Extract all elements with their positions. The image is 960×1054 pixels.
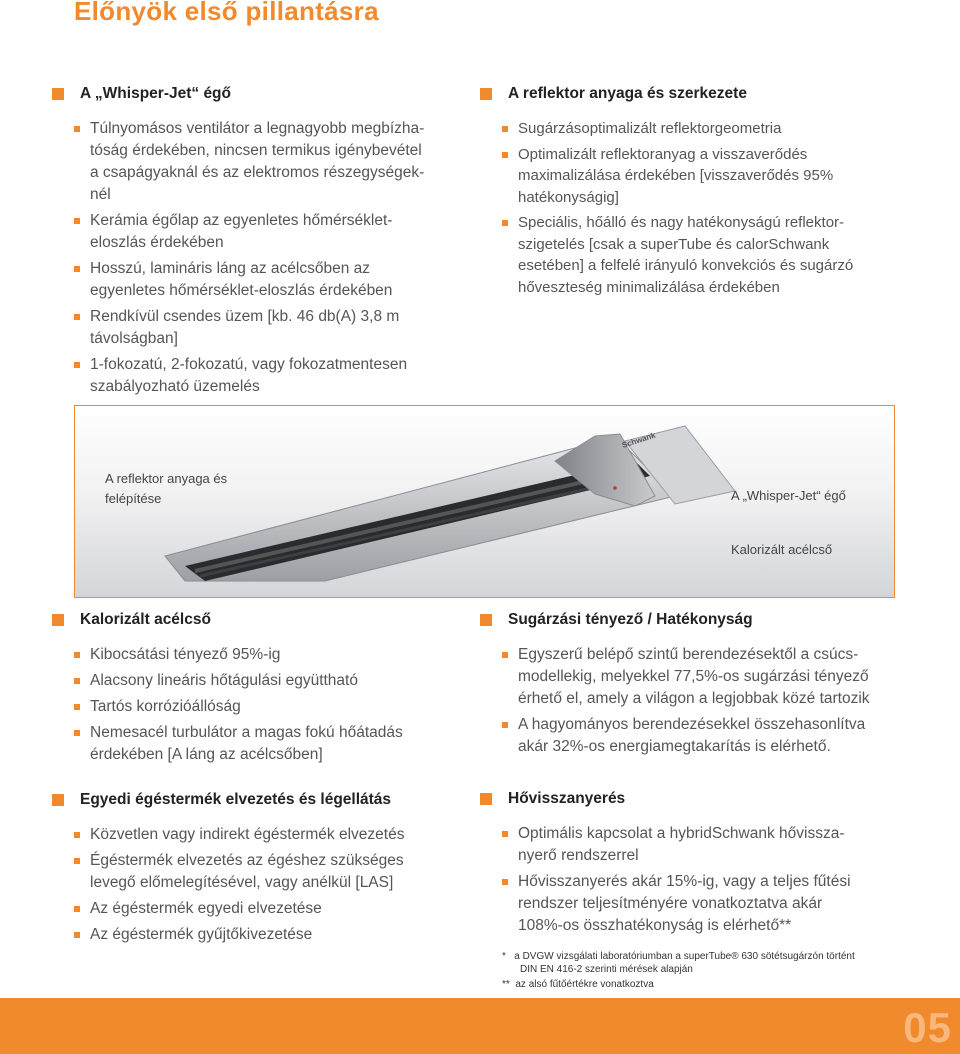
list-item-line: eloszlás érdekében [90, 234, 224, 251]
bullet-marker-icon [74, 652, 80, 658]
section-heading: Sugárzási tényező / Hatékonyság [480, 610, 920, 630]
square-bullet-icon [480, 793, 492, 805]
bullet-marker-icon [74, 314, 80, 320]
list-item-line: Égéstermék elvezetés az égéshez szükséges [90, 852, 404, 869]
section-sugarzasi [480, 610, 920, 762]
list-item-line: Kerámia égőlap az egyenletes hőmérséklet- [90, 212, 393, 229]
bullet-marker-icon [502, 220, 508, 226]
list-item [74, 722, 472, 766]
list-item [502, 144, 920, 209]
section-reflektor [480, 84, 920, 302]
list-item-line: 1-fokozatú, 2-fokozatú, vagy fokozatmentesen [90, 356, 408, 373]
section-hovisszanyeres [480, 789, 920, 941]
list-item [502, 644, 920, 710]
bullet-marker-icon [74, 730, 80, 736]
list-item-line: Hővisszanyerés akár 15%-ig, vagy a teljes fűtési [518, 873, 851, 890]
list-item-line: távolságban] [90, 330, 178, 347]
bullet-marker-icon [74, 266, 80, 272]
footnote-1-cont: DIN EN 416-2 szerinti mérések alapján [520, 964, 693, 975]
bullet-list [502, 118, 920, 298]
list-item [74, 850, 472, 894]
list-item-line: hatékonyságig] [518, 188, 619, 206]
bullet-marker-icon [74, 832, 80, 838]
list-item [74, 118, 472, 206]
list-item-line: 108%-os összhatékonyság is elérhető** [518, 917, 792, 934]
bullet-marker-icon [74, 218, 80, 224]
section-whisper-jet [52, 84, 472, 402]
list-item-line: Alacsony lineáris hőtágulási együttható [90, 672, 358, 689]
list-item-line: Egyszerű belépő szintű berendezésektől a csúcs- [518, 646, 859, 663]
list-item [74, 898, 472, 920]
footnote-1: * a DVGW vizsgálati laboratóriumban a superTube® 630 sötétsugárzón történt [502, 951, 855, 962]
list-item-line: hőveszteség minimalizálása érdekében [518, 278, 780, 296]
section-heading: Egyedi égéstermék elvezetés és légellátás [52, 790, 472, 810]
list-item [74, 210, 472, 254]
section-egyedi [52, 790, 472, 950]
list-item-line: Rendkívül csendes üzem [kb. 46 db(A) 3,8 m [90, 308, 400, 325]
list-item-line: érdekében [A láng az acélcsőben] [90, 746, 323, 763]
bullet-list [74, 118, 472, 398]
footnotes [502, 950, 855, 991]
square-bullet-icon [52, 614, 64, 626]
list-item-line: nyerő rendszerrel [518, 847, 639, 864]
list-item-line: levegő előmelegítésével, vagy anélkül [LAS] [90, 874, 394, 891]
list-item-line: Tartós korrózióállóság [90, 698, 241, 715]
list-item-line: nél [90, 186, 111, 203]
list-item [74, 354, 472, 398]
bullet-marker-icon [502, 879, 508, 885]
list-item-line: tóság érdekében, nincsen termikus igénybevétel [90, 142, 422, 159]
list-item-line: Túlnyomásos ventilátor a legnagyobb megbízha- [90, 120, 425, 137]
bullet-marker-icon [502, 652, 508, 658]
bullet-marker-icon [502, 152, 508, 158]
section-heading: A reflektor anyaga és szerkezete [480, 84, 920, 104]
bullet-marker-icon [74, 932, 80, 938]
list-item-line: A hagyományos berendezésekkel összehasonlítva [518, 716, 866, 733]
list-item-line: modellekig, melyekkel 77,5%-os sugárzási tényező [518, 668, 869, 685]
bullet-list [502, 644, 920, 758]
list-item [502, 823, 920, 867]
list-item [502, 871, 920, 937]
list-item-line: maximalizálása érdekében [visszaverődés 95% [518, 167, 834, 184]
section-heading: Hővisszanyerés [480, 789, 920, 809]
list-item-line: akár 32%-os energiamegtakarítás is elérhető. [518, 738, 831, 755]
list-item-line: érhető el, amely a világon a legjobbak közé tartozik [518, 690, 870, 707]
footnote-2: ** az alsó fűtőértékre vonatkoztva [502, 979, 654, 990]
label-tube: Kalorizált acélcső [731, 542, 833, 557]
list-item-line: Nemesacél turbulátor a magas fokú hőátadás [90, 724, 403, 741]
list-item [74, 644, 472, 666]
list-item [74, 924, 472, 946]
list-item-line: Hosszú, lamináris láng az acélcsőben az [90, 260, 370, 277]
list-item [502, 212, 920, 298]
list-item-line: Optimalizált reflektoranyag a visszaverődés [518, 145, 808, 163]
list-item-line: rendszer teljesítményére vonatkoztatva akár [518, 895, 823, 912]
square-bullet-icon [52, 88, 64, 100]
section-heading: A „Whisper-Jet“ égő [52, 84, 472, 104]
list-item-line: Kibocsátási tényező 95%-ig [90, 646, 281, 663]
list-item [502, 118, 920, 140]
brand-logo: Schwank [620, 430, 657, 450]
list-item-line: Optimális kapcsolat a hybridSchwank hővissza- [518, 825, 845, 842]
list-item [74, 824, 472, 846]
footer-bar [0, 998, 960, 1054]
label-burner: A „Whisper-Jet“ égő [731, 488, 846, 503]
square-bullet-icon [52, 794, 64, 806]
list-item [74, 258, 472, 302]
list-item-line: Sugárzásoptimalizált reflektorgeometria [518, 120, 782, 137]
list-item-line: szabályozható üzemelés [90, 378, 260, 395]
page-title: Előnyök első pillantásra [74, 0, 379, 26]
bullet-marker-icon [74, 362, 80, 368]
bullet-marker-icon [502, 831, 508, 837]
list-item-line: szigetelés [csak a superTube és calorSchwank [518, 235, 830, 253]
section-heading: Kalorizált acélcső [52, 610, 472, 630]
bullet-marker-icon [74, 678, 80, 684]
list-item-line: Közvetlen vagy indirekt égéstermék elvezetés [90, 826, 405, 843]
bullet-marker-icon [74, 858, 80, 864]
square-bullet-icon [480, 88, 492, 100]
list-item [502, 714, 920, 758]
bullet-list [74, 644, 472, 766]
list-item-line: egyenletes hőmérséklet-eloszlás érdekében [90, 282, 393, 299]
bullet-marker-icon [502, 126, 508, 132]
square-bullet-icon [480, 614, 492, 626]
bullet-marker-icon [502, 722, 508, 728]
list-item-line: Speciális, hőálló és nagy hatékonyságú reflektor- [518, 214, 845, 231]
page-number: 05 [903, 1004, 952, 1051]
list-item-line: Az égéstermék gyűjtőkivezetése [90, 926, 313, 943]
list-item [74, 306, 472, 350]
bullet-marker-icon [74, 126, 80, 132]
list-item [74, 696, 472, 718]
label-reflector: A reflektor anyaga és felépítése [105, 471, 228, 506]
list-item [74, 670, 472, 692]
bullet-marker-icon [74, 906, 80, 912]
list-item-line: a csapágyaknál és az elektromos részegységek- [90, 164, 425, 181]
list-item-line: esetében] a felfelé irányuló konvekciós és sugárzó [518, 257, 854, 274]
bullet-list [502, 823, 920, 937]
list-item-line: Az égéstermék egyedi elvezetése [90, 900, 322, 917]
bullet-list [74, 824, 472, 946]
section-kalorizalt [52, 610, 472, 770]
bullet-marker-icon [74, 704, 80, 710]
product-image [74, 405, 895, 598]
